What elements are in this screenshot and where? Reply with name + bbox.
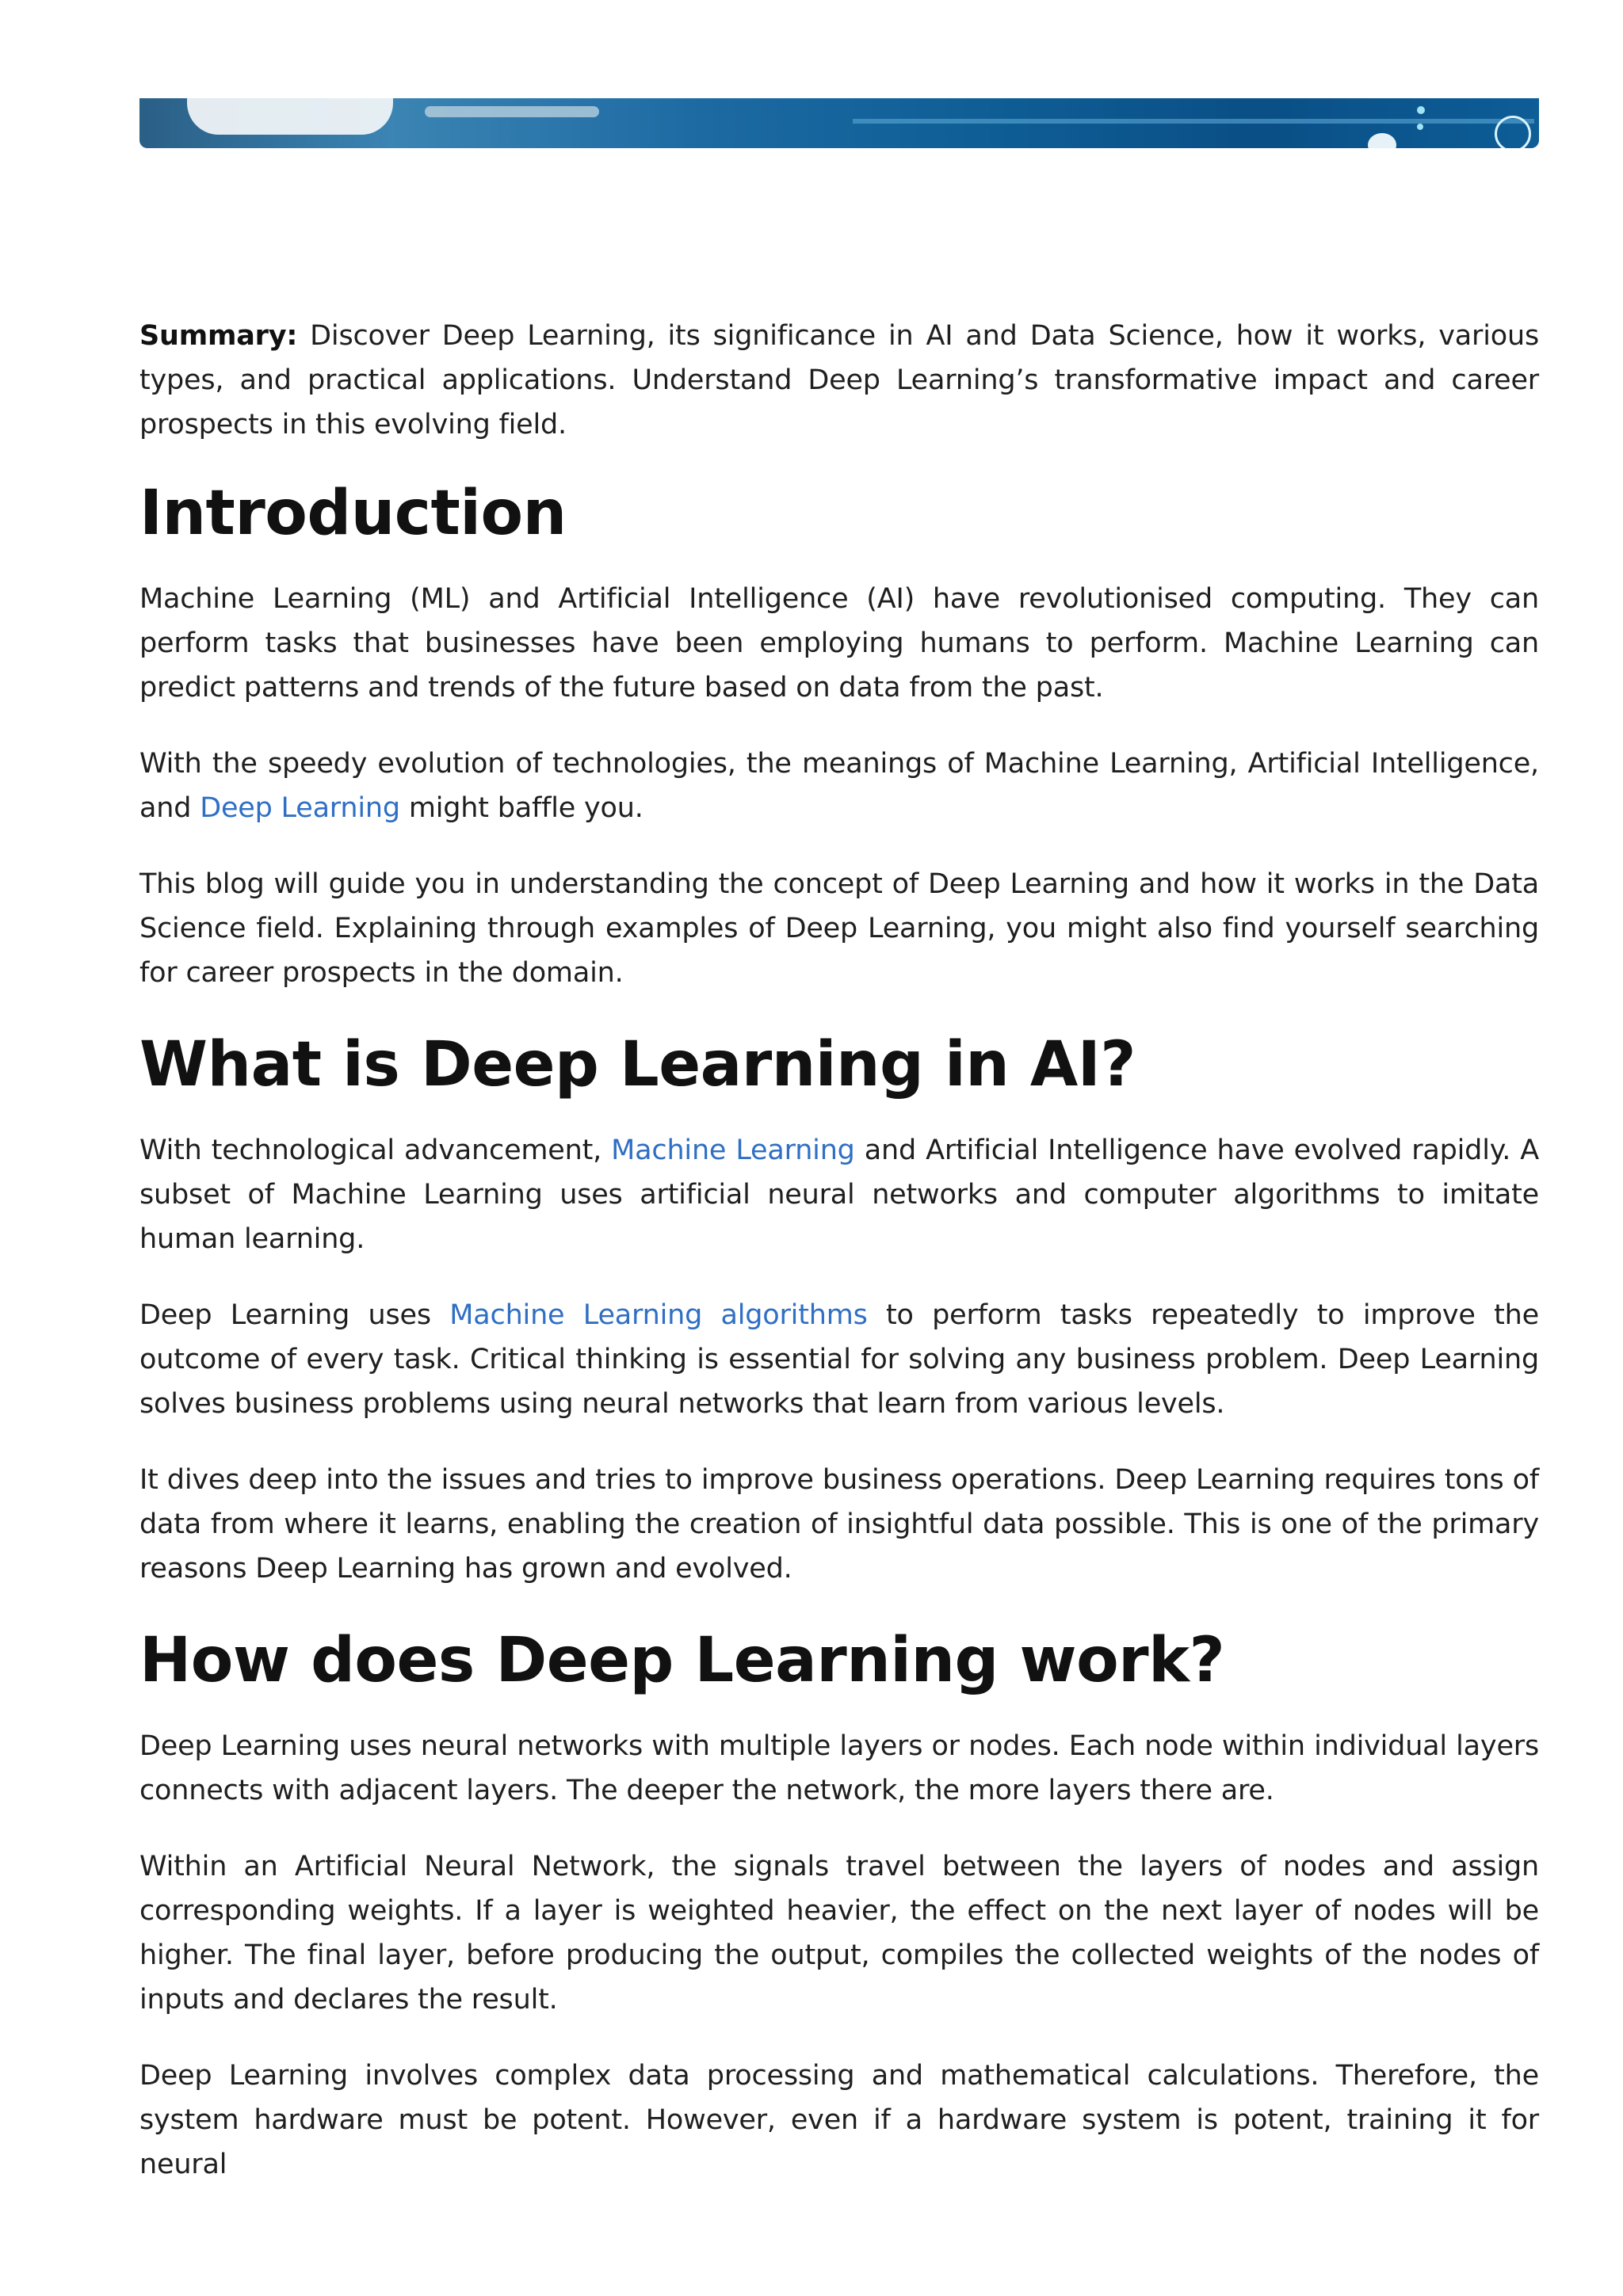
heading-introduction: Introduction [139, 478, 567, 549]
summary-paragraph [139, 314, 1539, 447]
what-paragraph-2 [139, 1293, 1539, 1426]
deep-learning-link[interactable]: Deep Learning [200, 792, 400, 824]
heading-what-is-deep-learning: What is Deep Learning in AI? [139, 1029, 1136, 1100]
hero-image-shape [425, 106, 599, 117]
hero-image-shape [853, 119, 1534, 124]
what-p2-text-end: to perform tasks repeatedly to improve the outcome of every task. Critical thinking is essential for solving any business problem. Deep Learning solves business problems using neural networks that learn from various levels. [139, 1299, 1539, 1420]
hero-image-dot [1417, 124, 1423, 130]
hero-image-ring [1495, 116, 1531, 148]
how-paragraph-2: Within an Artificial Neural Network, the signals travel between the layers of nodes and assign corresponding weights. If a layer is weighted heavier, the effect on the next layer of nodes will be higher. The final layer, before producing the output, compiles the collected weights of the nodes of inputs and declares the result. [139, 1851, 1539, 2016]
what-paragraph-3: It dives deep into the issues and tries to improve business operations. Deep Learning requires tons of data from where it learns, enabling the creation of insightful data possible. This is one of the primary reasons Deep Learning has grown and evolved. [139, 1464, 1539, 1585]
machine-learning-link[interactable]: Machine Learning [611, 1135, 855, 1166]
intro-p2-text: With the speedy evolution of technologies, the meanings of Machine Learning, Artificial Intelligence, and [139, 748, 1539, 824]
intro-p2-text-end: might baffle you. [399, 792, 643, 824]
heading-how-does-deep-learning-work: How does Deep Learning work? [139, 1625, 1225, 1696]
hero-image-shape [187, 98, 393, 135]
intro-paragraph-2 [139, 742, 1539, 830]
what-paragraph-1 [139, 1128, 1539, 1261]
how-paragraph-1: Deep Learning uses neural networks with multiple layers or nodes. Each node within individual layers connects with adjacent layers. The deeper the network, the more layers there are. [139, 1730, 1539, 1806]
what-p1-text: With technological advancement, [139, 1135, 612, 1166]
hero-image-shape [1368, 133, 1396, 148]
intro-paragraph-3: This blog will guide you in understanding the concept of Deep Learning and how it works in the Data Science field. Explaining through examples of Deep Learning, you might also find yourself searching for career prospects in the domain. [139, 868, 1539, 989]
summary-text: Discover Deep Learning, its significance in AI and Data Science, how it works, various types, and practical applications. Understand Deep Learning’s transformative impact and career prospects in this evolving field. [139, 320, 1539, 441]
hero-image [139, 98, 1539, 148]
intro-paragraph-1: Machine Learning (ML) and Artificial Intelligence (AI) have revolutionised computing. They can perform tasks that businesses have been employing humans to perform. Machine Learning can predict patterns and trends of the future based on data from the past. [139, 583, 1539, 704]
summary-label: Summary: [139, 320, 298, 352]
how-paragraph-3: Deep Learning involves complex data processing and mathematical calculations. Therefore, the system hardware must be potent. However, even if a hardware system is potent, training it for neural [139, 2060, 1539, 2180]
what-p1-text-end: and Artificial Intelligence have evolved rapidly. A subset of Machine Learning uses artificial neural networks and computer algorithms to imitate human learning. [139, 1135, 1539, 1255]
hero-image-dot [1417, 106, 1425, 114]
article-content [139, 314, 1539, 2218]
summary-block [139, 314, 1539, 447]
machine-learning-algorithms-link[interactable]: Machine Learning algorithms [449, 1299, 868, 1331]
what-p2-text: Deep Learning uses [139, 1299, 450, 1331]
